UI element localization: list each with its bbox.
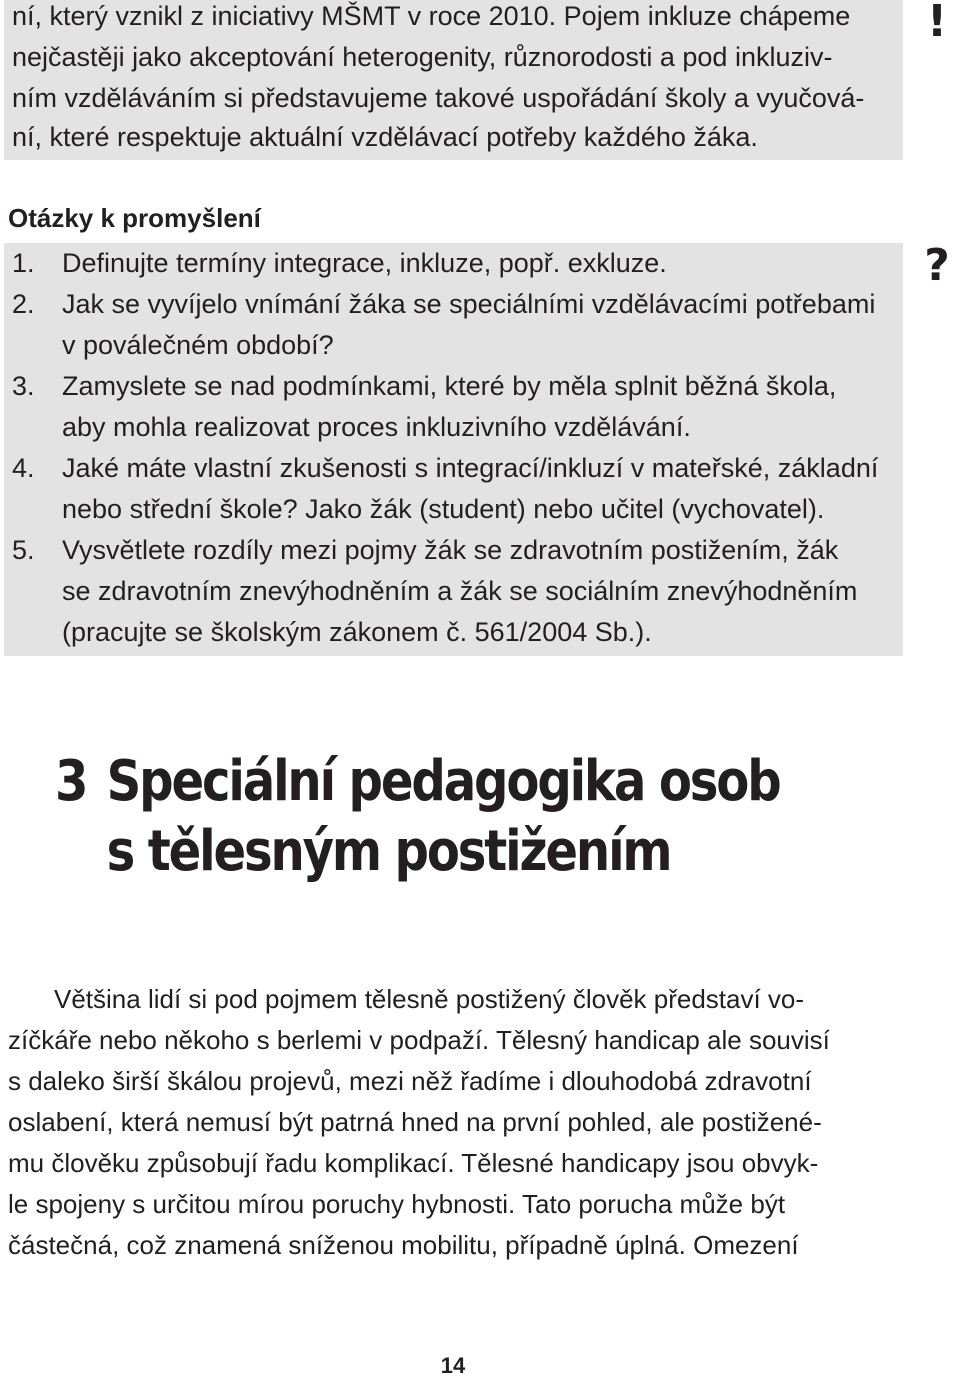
page-number: 14 [440,1353,466,1378]
body-line: le spojeny s určitou mírou poruchy hybnosti. Tato porucha může být [8,1189,786,1219]
body-line: zíčkáře nebo někoho s berlemi v podpaží. Tělesný handicap ale souvisí [8,1025,830,1055]
question-number: 4. [12,453,35,483]
chapter-heading-line1 [55,748,829,818]
questions-heading: Otázky k promyšlení [8,203,261,233]
chapter-title-line1: Speciální pedagogika osob [106,749,780,814]
question-text: se zdravotním znevýhodněním a žák se sociálním znevýhodněním [62,576,858,606]
body-line: oslabení, která nemusí být patrná hned na první pohled, ale postižené- [8,1107,822,1137]
question-text: Jak se vyvíjelo vnímání žáka se speciálními vzdělávacími potřebami [62,289,876,319]
question-text: Jaké máte vlastní zkušenosti s integrací/inkluzí v mateřské, základní [62,453,879,483]
body-line: s daleko širší škálou projevů, mezi něž řadíme i dlouhodobá zdravotní [8,1066,812,1096]
question-text: aby mohla realizovat proces inkluzivního vzdělávání. [62,412,691,442]
question-number: 2. [12,289,35,319]
question-text: v poválečném období? [62,330,334,360]
body-line: Většina lidí si pod pojmem tělesně postižený člověk představí vo- [54,984,805,1014]
question-text: Vysvětlete rozdíly mezi pojmy žák se zdravotním postižením, žák [62,535,839,565]
question-number: 5. [12,535,35,565]
intro-line: ním vzděláváním si představujeme takové uspořádání školy a vyučová- [12,83,865,113]
question-number: 3. [12,371,35,401]
question-number: 1. [12,248,35,278]
question-mark-icon: ? [924,240,950,291]
question-text: Definujte termíny integrace, inkluze, popř. exkluze. [62,248,667,278]
body-line: částečná, což znamená sníženou mobilitu, případně úplná. Omezení [8,1230,799,1260]
chapter-title-line2: s tělesným postižením [106,819,671,884]
question-text: (pracujte se školským zákonem č. 561/2004 Sb.). [62,617,652,647]
exclamation-icon: ! [926,0,948,47]
question-text: Zamyslete se nad podmínkami, které by měla splnit běžná škola, [62,371,837,401]
intro-line: nejčastěji jako akceptování heterogenity, různorodosti a pod inkluziv- [12,42,833,72]
intro-box [4,0,903,160]
chapter-number: 3 [55,749,87,814]
body-line: mu člověku způsobují řadu komplikací. Tělesné handicapy jsou obvyk- [8,1148,819,1178]
questions-box [4,243,903,656]
intro-line: ní, který vznikl z iniciativy MŠMT v roce 2010. Pojem inkluze chápeme [12,1,851,31]
question-text: nebo střední škole? Jako žák (student) nebo učitel (vychovatel). [62,494,825,524]
chapter-heading-line2 [55,818,829,888]
intro-line: ní, které respektuje aktuální vzdělávací potřeby každého žáka. [12,122,758,152]
